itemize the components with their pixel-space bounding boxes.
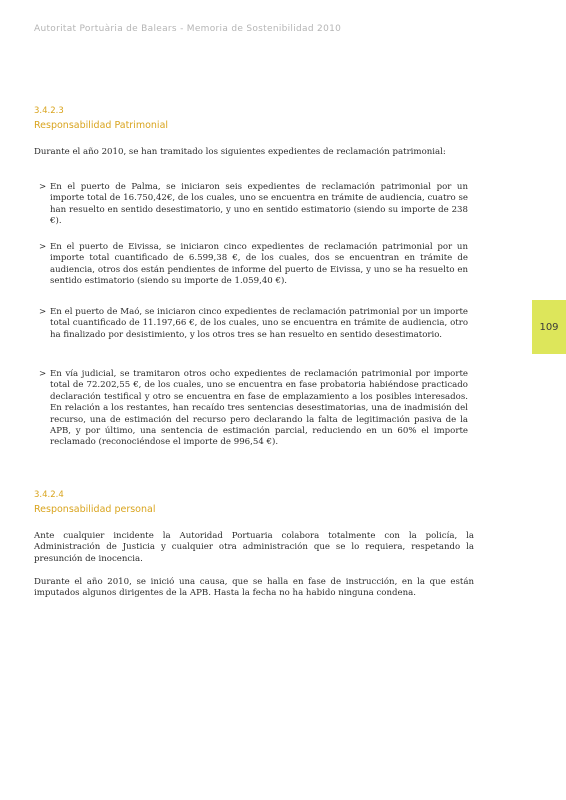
page-number: 109	[539, 321, 559, 333]
list-item	[39, 182, 468, 228]
bullet-marker: >	[39, 182, 47, 192]
list-item	[39, 369, 468, 449]
bullet-marker: >	[39, 307, 47, 317]
section-title: Responsabilidad Patrimonial	[34, 120, 169, 131]
section-number: 3.4.2.3	[34, 106, 64, 116]
paragraph: Durante el año 2010, se inició una causa, que se halla en fase de instrucción, en la que están imputados algunos dirigentes de la APB. Hasta la fecha no ha habido ninguna condena.	[34, 577, 474, 599]
bullet-marker: >	[39, 369, 47, 379]
list-item	[39, 242, 468, 288]
section-number: 3.4.2.4	[34, 490, 64, 500]
list-item-text: En el puerto de Eivissa, se iniciaron cinco expedientes de reclamación patrimonial por un importe total cuantificado de 6.599,38 €, de los cuales, dos se encuentran en trámite de audiencia, otros dos están pendientes de informe del puerto de Eivissa, y uno se ha resuelto en sentido estimatorio (siendo su importe de 1.059,40 €).	[50, 242, 468, 287]
bullet-marker: >	[39, 242, 47, 252]
paragraph: Ante cualquier incidente la Autoridad Portuaria colabora totalmente con la policía, la Administración de Justicia y cualquier otra administración que se lo requiera, respetando la presunción de inocencia.	[34, 531, 474, 564]
running-header: Autoritat Portuària de Balears - Memoria de Sostenibilidad 2010	[34, 24, 342, 34]
section-title: Responsabilidad personal	[34, 504, 156, 515]
list-item-text: En el puerto de Palma, se iniciaron seis expedientes de reclamación patrimonial por un importe total de 16.750,42€, de los cuales, uno se encuentra en trámite de audiencia, cuatro se han resuelto en sentido desestimatorio, y uno en sentido estimatorio (siendo su importe de 238 €).	[50, 182, 468, 227]
intro-paragraph: Durante el año 2010, se han tramitado los siguientes expedientes de reclamación patrimonial:	[34, 147, 446, 157]
list-item-text: En vía judicial, se tramitaron otros ocho expedientes de reclamación patrimonial por importe total de 72.202,55 €, de los cuales, uno se encuentra en fase probatoria habiéndose practicado declaración testifical y otro se encuentra en fase de emplazamiento a los posibles interesados. En relación a los restantes, han recaído tres sentencias desestimatorias, una de inadmisión del recurso, una de estimación del recurso pero declarando la falta de legitimación pasiva de la APB, y por último, una sentencia de estimación parcial, reduciendo en un 60% el importe reclamado (reconociéndose el importe de 996,54 €).	[50, 369, 468, 448]
list-item-text: En el puerto de Maó, se iniciaron cinco expedientes de reclamación patrimonial por un importe total cuantificado de 11.197,66 €, de los cuales, uno se encuentra en trámite de audiencia, otro ha finalizado por desistimiento, y los otros tres se han resuelto en sentido desestimatorio.	[50, 307, 468, 340]
page-number-tab	[532, 300, 566, 354]
list-item	[39, 307, 468, 341]
